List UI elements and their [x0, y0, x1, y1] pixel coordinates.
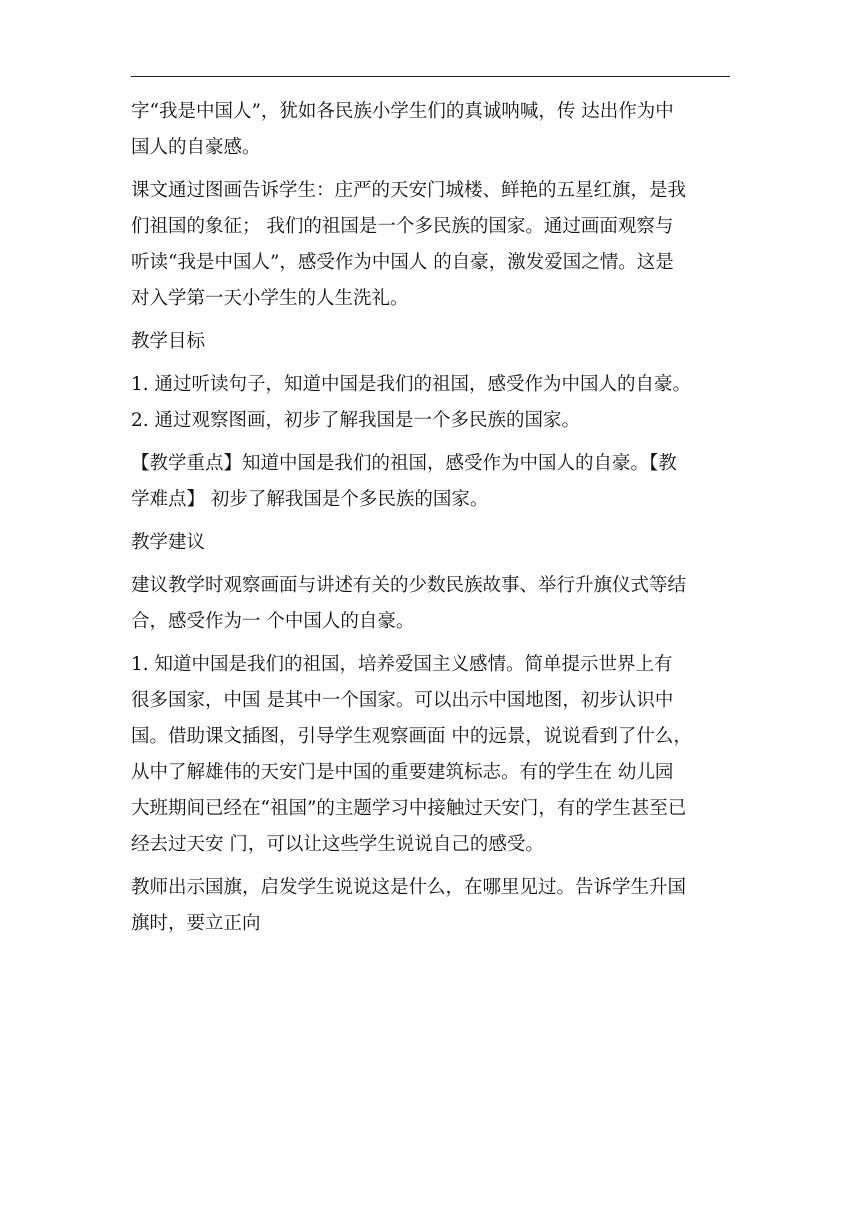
heading-text: 教学目标 [131, 331, 206, 352]
paragraph [131, 870, 731, 942]
heading-text: 教学建议 [131, 532, 206, 553]
text-line: 【教学重点】知道中国是我们的祖国，感受作为中国人的自豪。【教 [131, 453, 677, 474]
text-line: 听读“我是中国人”，感受作为中国人 的自豪，激发爱国之情。这是 [131, 252, 674, 273]
list-item [131, 403, 731, 439]
text-line: 旗时，要立正向 [131, 913, 261, 934]
text-line: 1. 知道中国是我们的祖国，培养爱国主义感情。简单提示世界上有 [131, 654, 673, 675]
paragraph [131, 173, 731, 317]
list-item [131, 367, 731, 403]
section-heading [131, 324, 731, 360]
text-line: 字“我是中国人”，犹如各民族小学生们的真诚呐喊，传 达出作为中 [131, 101, 674, 122]
text-line: 1. 通过听读句子，知道中国是我们的祖国，感受作为中国人的自豪。 [131, 374, 692, 395]
text-line: 们祖国的象征； 我们的祖国是一个多民族的国家。通过画面观察与 [131, 216, 674, 237]
text-line: 学难点】 初步了解我国是个多民族的国家。 [131, 489, 489, 510]
text-line: 合，感受作为一 个中国人的自豪。 [131, 611, 415, 632]
text-line: 很多国家，中国 是其中一个国家。可以出示中国地图，初步认识中 [131, 690, 674, 711]
text-line: 从中了解雄伟的天安门是中国的重要建筑标志。有的学生在 幼儿园 [131, 762, 674, 783]
paragraph [131, 94, 731, 166]
section-heading [131, 525, 731, 561]
paragraph [131, 568, 731, 640]
text-line: 对入学第一天小学生的人生洗礼。 [131, 288, 409, 309]
text-line: 2. 通过观察图画，初步了解我国是一个多民族的国家。 [131, 410, 581, 431]
text-line: 大班期间已经在“祖国”的主题学习中接触过天安门，有的学生甚至已 [131, 798, 687, 819]
text-line: 国人的自豪感。 [131, 137, 261, 158]
text-line: 国。借助课文插图，引导学生观察画面 中的远景，说说看到了什么， [131, 726, 692, 747]
text-line: 建议教学时观察画面与讲述有关的少数民族故事、举行升旗仪式等结 [131, 575, 687, 596]
paragraph [131, 446, 731, 518]
text-line: 教师出示国旗，启发学生说说这是什么，在哪里见过。告诉学生升国 [131, 877, 687, 898]
text-line: 课文通过图画告诉学生：庄严的天安门城楼、鲜艳的五星红旗，是我 [131, 180, 687, 201]
paragraph [131, 647, 731, 863]
document-body [131, 94, 731, 942]
text-line: 经去过天安 门，可以让这些学生说说自己的感受。 [131, 834, 544, 855]
header-rule [131, 76, 730, 77]
